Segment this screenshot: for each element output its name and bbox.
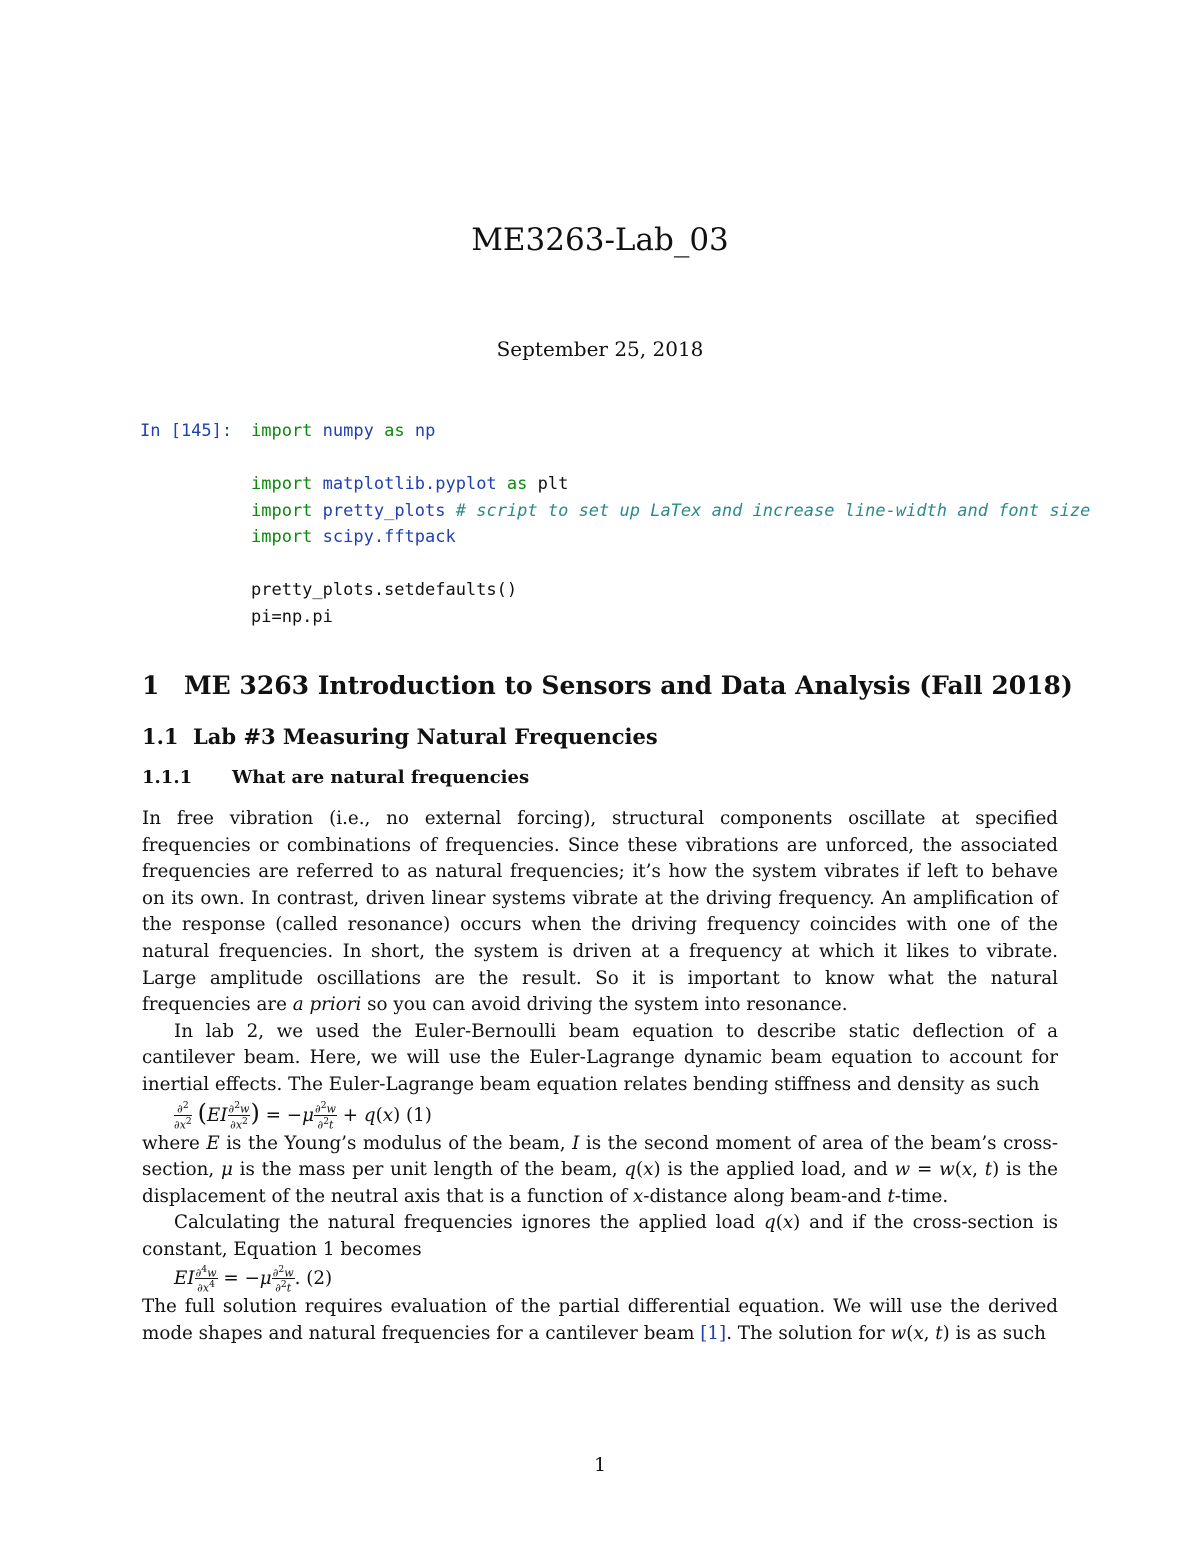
code-line-1: import numpy as np	[251, 421, 436, 441]
code-comment: # script to set up LaTex and increase line-width and font size	[455, 500, 1091, 521]
paragraph-4: Calculating the natural frequencies ignores the applied load q(x) and if the cross-section is constant, Equation 1 becomes	[142, 1212, 1058, 1261]
code-line-5: pretty_plots.setdefaults()	[251, 580, 518, 600]
citation-link[interactable]: [1]	[700, 1322, 727, 1344]
paragraph-2: In lab 2, we used the Euler-Bernoulli beam equation to describe static deflection of a cantilever beam. Here, we will use the Euler-Lagrange dynamic beam equation to account for inertial effects. The Euler-Lagrange beam equation relates bending stiffness and density as such	[142, 1020, 1058, 1095]
body-text	[142, 806, 1058, 1347]
document-date: September 25, 2018	[496, 337, 704, 361]
code-line-3: import pretty_plots # script to set up LaTex and increase line-width and font size	[251, 500, 1091, 521]
code-block	[251, 418, 1090, 630]
code-line-6: pi=np.pi	[251, 606, 333, 627]
cell-prompt: In [145]:	[140, 421, 233, 441]
code-line-4: import scipy.fftpack	[251, 527, 456, 547]
subsubsection-heading: 1.1.1 What are natural frequencies	[142, 767, 530, 788]
paragraph-5: The full solution requires evaluation of the partial differential equation. We will use the derived mode shapes and natural frequencies for a cantilever beam [1]. The solution for w(x, t) is as such	[142, 1295, 1058, 1344]
equation-1: $\frac{\partial^2}{\partial x^2}$ (EI $\frac{\partial^2w}{\partial x^2}$ ) = −μ $\frac{\partial^2w}{\partial^2t}$ + q(x) (1)	[174, 1098, 432, 1132]
page-number: 1	[593, 1454, 607, 1476]
equation-2: EI $\frac{\partial^4w}{\partial x^4}$ = −μ $\frac{\partial^2w}{\partial^2t}$ . (2)	[174, 1263, 333, 1295]
section-heading: 1 ME 3263 Introduction to Sensors and Data Analysis (Fall 2018)	[142, 671, 1073, 700]
document-title: ME3263-Lab_03	[471, 222, 729, 258]
paragraph-1: In free vibration (i.e., no external forcing), structural components oscillate at specified frequencies or combinations of frequencies. Since these vibrations are unforced, the associated frequencies are referred to as natural frequencies; it’s how the system vibrates if left to behave on its own. In contrast, driven linear systems vibrate at the driving frequency. An amplification of the response (called resonance) occurs when the driving frequency coincides with one of the natural frequencies. In short, the system is driven at a frequency at which it likes to vibrate. Large amplitude oscillations are the result. So it is important to know what the natural frequencies are a priori so you can avoid driving the system into resonance.	[142, 808, 1058, 1016]
subsection-heading: 1.1 Lab #3 Measuring Natural Frequencies	[142, 724, 658, 749]
code-line-2: import matplotlib.pyplot as plt	[251, 474, 569, 494]
paragraph-3: where E is the Young’s modulus of the beam, I is the second moment of area of the beam’s cross-section, μ is the mass per unit length of the beam, q(x) is the applied load, and w = w(x, t) is the displacement of the neutral axis that is a function of x-distance along beam-and t-time.	[142, 1132, 1058, 1207]
